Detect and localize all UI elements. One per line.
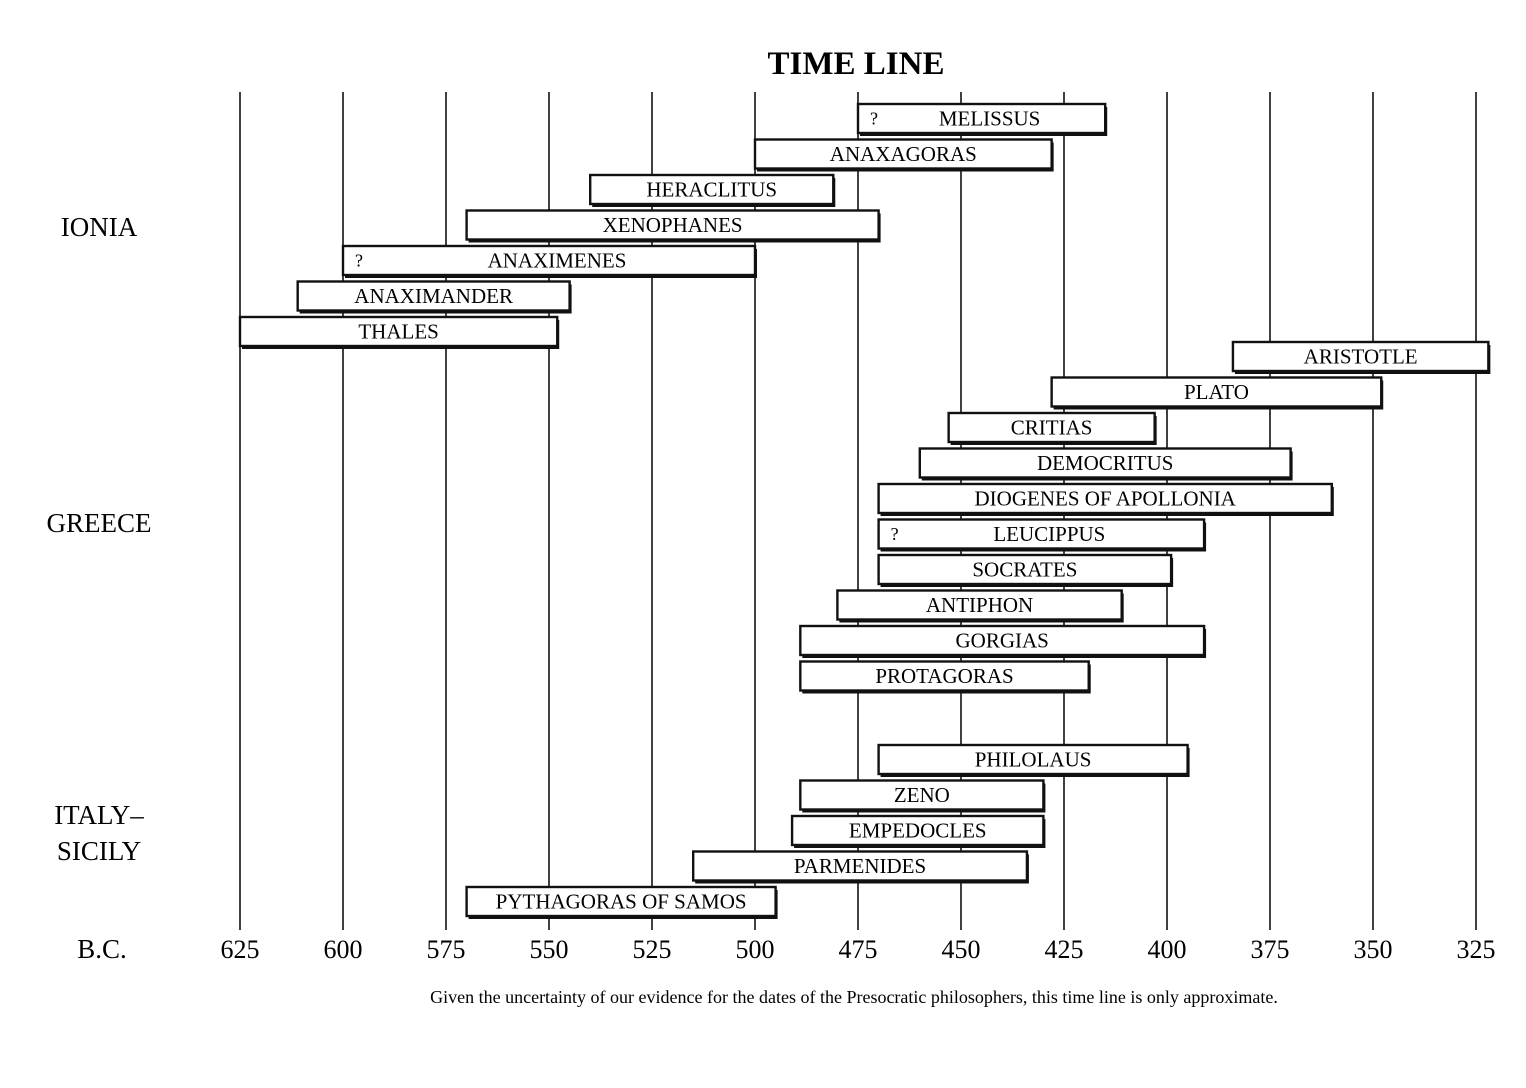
- timeline-bar: [879, 520, 1206, 552]
- bar-label: ARISTOTLE: [1303, 344, 1418, 369]
- uncertain-marker: ?: [870, 108, 878, 129]
- x-tick-label: 550: [529, 935, 569, 964]
- x-tick-label: 575: [426, 935, 466, 964]
- uncertain-marker: ?: [355, 250, 363, 271]
- timeline-bar: [879, 555, 1174, 587]
- bar-label: PLATO: [1183, 380, 1249, 404]
- bar-label: ANAXIMANDER: [354, 284, 513, 308]
- bar-label: PARMENIDES: [793, 854, 927, 878]
- timeline-bar: [920, 449, 1293, 481]
- timeline-bar: [1233, 342, 1490, 374]
- timeline-bar: [879, 745, 1190, 777]
- x-tick-label: 625: [220, 935, 260, 964]
- region-label: ITALY–: [54, 800, 144, 830]
- uncertain-marker: ?: [890, 524, 899, 544]
- timeline-bar: [800, 626, 1206, 658]
- x-tick-label: 450: [941, 935, 981, 964]
- bar-label: ANAXIMENES: [487, 248, 627, 273]
- bar-label: MELISSUS: [938, 106, 1041, 131]
- bar-label: HERACLITUS: [646, 177, 778, 202]
- timeline-bar: [467, 887, 778, 919]
- bar-label: LEUCIPPUS: [993, 522, 1106, 546]
- x-tick-label: 600: [323, 935, 363, 964]
- x-axis-label: B.C.: [77, 934, 127, 964]
- timeline-bar: [590, 175, 835, 207]
- region-labels: [47, 212, 152, 866]
- x-tick-label: 375: [1250, 935, 1290, 964]
- bar-label: GORGIAS: [955, 628, 1049, 653]
- bar-label: DIOGENES OF APOLLONIA: [974, 486, 1236, 511]
- bar-label: ZENO: [893, 783, 950, 807]
- x-tick-label: 525: [632, 935, 672, 964]
- timeline-bar: [1052, 378, 1384, 410]
- timeline-bar: [298, 282, 572, 314]
- timeline-bar: [792, 816, 1045, 848]
- bar-label: DEMOCRITUS: [1036, 451, 1174, 475]
- bars-layer: [240, 104, 1490, 919]
- timeline-bar: [693, 852, 1029, 884]
- timeline-bar: [837, 591, 1123, 623]
- x-tick-label: 350: [1353, 935, 1393, 964]
- bar-label: EMPEDOCLES: [848, 818, 987, 843]
- bar-label: ANAXAGORAS: [829, 142, 977, 166]
- region-label: GREECE: [46, 508, 152, 538]
- timeline-bar: [949, 413, 1157, 445]
- x-axis-ticks: [221, 935, 1496, 964]
- timeline-bar: [800, 781, 1045, 813]
- timeline-bar: [800, 662, 1090, 694]
- timeline-bar: [858, 104, 1107, 136]
- timeline-bar: [467, 211, 881, 243]
- x-tick-label: 500: [735, 935, 775, 964]
- bar-label: ANTIPHON: [925, 593, 1034, 617]
- bar-label: PROTAGORAS: [875, 664, 1014, 688]
- timeline-bar: [755, 140, 1054, 172]
- x-tick-label: 475: [838, 935, 878, 964]
- timeline-bar: [343, 246, 757, 278]
- bar-label: XENOPHANES: [602, 213, 743, 237]
- bar-label: PYTHAGORAS OF SAMOS: [495, 889, 747, 914]
- bar-label: CRITIAS: [1010, 415, 1093, 440]
- timeline-bar: [240, 317, 559, 349]
- timeline-bar: [879, 484, 1334, 516]
- region-label: IONIA: [60, 212, 138, 242]
- bar-label: THALES: [358, 319, 439, 344]
- x-tick-label: 400: [1147, 935, 1187, 964]
- bar-label: SOCRATES: [972, 557, 1078, 582]
- chart-caption: Given the uncertainty of our evidence for the dates of the Presocratic philosophers, this time line is only approximate.: [430, 987, 1278, 1007]
- chart-title: TIME LINE: [767, 46, 945, 82]
- region-label: SICILY: [56, 836, 142, 866]
- x-tick-label: 325: [1456, 935, 1496, 964]
- bar-label: PHILOLAUS: [974, 747, 1092, 772]
- x-tick-label: 425: [1044, 935, 1084, 964]
